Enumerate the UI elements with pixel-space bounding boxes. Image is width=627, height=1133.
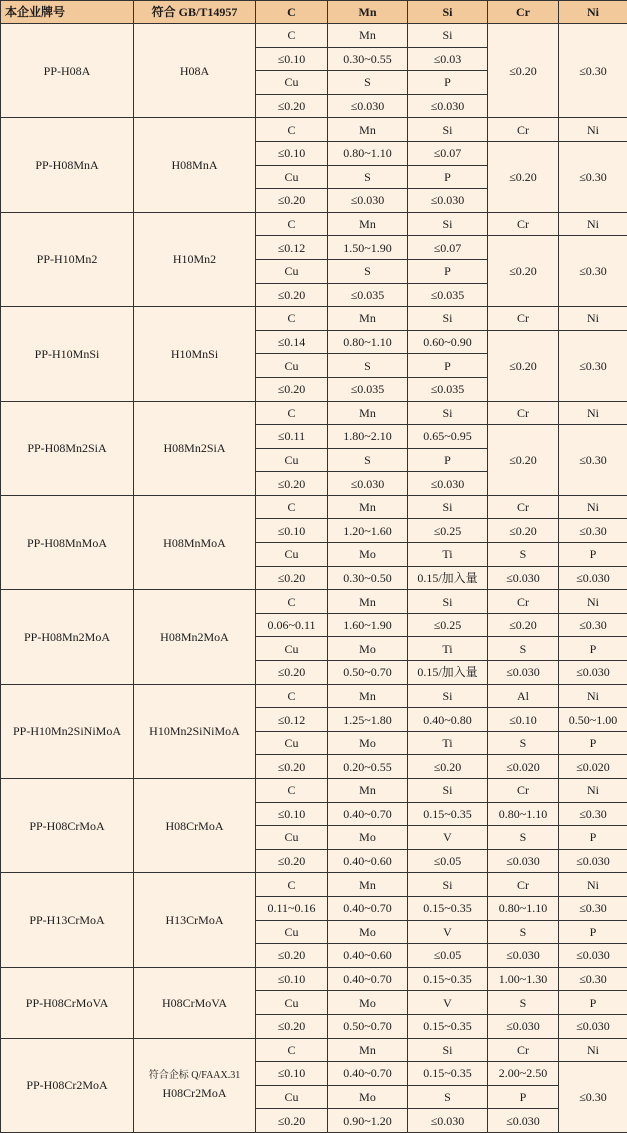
value-cell: ≤0.10 xyxy=(256,519,328,543)
value-cell: 0.40~0.70 xyxy=(328,1062,408,1086)
value-cell: 0.15~0.35 xyxy=(408,802,488,826)
element-label: Si xyxy=(408,307,488,331)
value-cell: 0.50~0.70 xyxy=(328,661,408,685)
value-cell: ≤0.20 xyxy=(256,94,328,118)
value-cell: ≤0.20 xyxy=(488,141,559,212)
element-label: C xyxy=(256,401,328,425)
value-cell: ≤0.10 xyxy=(256,967,328,991)
grade-cell: PP-H10Mn2SiNiMoA xyxy=(1,684,134,778)
value-cell: ≤0.30 xyxy=(559,613,627,637)
value-cell: ≤0.020 xyxy=(559,755,627,779)
element-label: Ti xyxy=(408,637,488,661)
element-label: Ti xyxy=(408,543,488,567)
value-cell: ≤0.030 xyxy=(559,1014,627,1038)
element-label: V xyxy=(408,920,488,944)
element-label: Mo xyxy=(328,1085,408,1109)
element-label: Mn xyxy=(328,590,408,614)
value-cell: 0.40~0.60 xyxy=(328,849,408,873)
element-label: C xyxy=(256,590,328,614)
value-cell: ≤0.30 xyxy=(559,24,627,118)
element-label: P xyxy=(408,448,488,472)
element-label: Al xyxy=(488,684,559,708)
table-row xyxy=(1,779,627,803)
value-cell: ≤0.035 xyxy=(408,283,488,307)
standard-cell: H10Mn2SiNiMoA xyxy=(134,684,256,778)
value-cell: ≤0.030 xyxy=(408,472,488,496)
element-label: Ni xyxy=(559,873,627,897)
table-row xyxy=(1,684,627,708)
value-cell: ≤0.11 xyxy=(256,425,328,449)
element-label: Mn xyxy=(328,118,408,142)
standard-cell: H08Mn2MoA xyxy=(134,590,256,684)
value-cell: ≤0.30 xyxy=(559,330,627,401)
element-label: P xyxy=(559,637,627,661)
table-row xyxy=(1,24,627,48)
grade-cell: PP-H10Mn2 xyxy=(1,212,134,306)
value-cell: ≤0.20 xyxy=(488,519,559,543)
element-label: Mn xyxy=(328,1038,408,1062)
value-cell: ≤0.20 xyxy=(488,24,559,118)
value-cell: 0.11~0.16 xyxy=(256,896,328,920)
element-label: C xyxy=(256,873,328,897)
grade-cell: PP-H08MnA xyxy=(1,118,134,212)
element-label: S xyxy=(328,71,408,95)
table-row xyxy=(1,495,627,519)
element-label: Cu xyxy=(256,991,328,1015)
element-label: Cr xyxy=(488,1038,559,1062)
value-cell: 0.15/加入量 xyxy=(408,661,488,685)
element-label: Ni xyxy=(559,495,627,519)
value-cell: 0.65~0.95 xyxy=(408,425,488,449)
value-cell: ≤0.030 xyxy=(488,1014,559,1038)
value-cell: ≤0.20 xyxy=(256,849,328,873)
value-cell: ≤0.10 xyxy=(256,802,328,826)
element-label: Mo xyxy=(328,637,408,661)
grade-cell: PP-H08CrMoVA xyxy=(1,967,134,1038)
standard-cell: H08A xyxy=(134,24,256,118)
element-label: P xyxy=(408,259,488,283)
element-label: Mn xyxy=(328,779,408,803)
element-label: S xyxy=(408,1085,488,1109)
value-cell: ≤0.10 xyxy=(256,141,328,165)
element-label: P xyxy=(408,71,488,95)
value-cell: ≤0.030 xyxy=(488,566,559,590)
table-row xyxy=(1,307,627,331)
element-label: Cr xyxy=(488,873,559,897)
element-label: Ni xyxy=(559,779,627,803)
header-standard: 符合 GB/T14957 xyxy=(134,1,256,24)
value-cell: ≤0.035 xyxy=(328,283,408,307)
value-cell: 0.90~1.20 xyxy=(328,1109,408,1133)
element-label: P xyxy=(559,920,627,944)
element-label: C xyxy=(256,307,328,331)
element-label: Ni xyxy=(559,1038,627,1062)
element-label: Ti xyxy=(408,731,488,755)
value-cell: ≤0.030 xyxy=(408,189,488,213)
value-cell: ≤0.030 xyxy=(328,189,408,213)
value-cell: 0.80~1.10 xyxy=(328,330,408,354)
element-label: Cu xyxy=(256,1085,328,1109)
grade-cell: PP-H08MnMoA xyxy=(1,495,134,589)
value-cell: ≤0.20 xyxy=(256,1014,328,1038)
value-cell: ≤0.030 xyxy=(408,94,488,118)
element-label: S xyxy=(328,354,408,378)
value-cell: ≤0.30 xyxy=(559,1062,627,1133)
element-label: Mo xyxy=(328,543,408,567)
value-cell: 0.15~0.35 xyxy=(408,896,488,920)
value-cell: ≤0.05 xyxy=(408,944,488,968)
header-si: Si xyxy=(408,1,488,24)
grade-cell: PP-H08A xyxy=(1,24,134,118)
element-label: C xyxy=(256,684,328,708)
value-cell: ≤0.30 xyxy=(559,519,627,543)
element-label: Mn xyxy=(328,401,408,425)
grade-cell: PP-H13CrMoA xyxy=(1,873,134,967)
table-row xyxy=(1,1038,627,1062)
element-label: Si xyxy=(408,684,488,708)
element-label: P xyxy=(488,1085,559,1109)
element-label: Cr xyxy=(488,212,559,236)
element-label: Si xyxy=(408,212,488,236)
standard-cell: H10Mn2 xyxy=(134,212,256,306)
value-cell: ≤0.14 xyxy=(256,330,328,354)
value-cell: ≤0.030 xyxy=(488,1109,559,1133)
element-label: Si xyxy=(408,495,488,519)
element-label: Cu xyxy=(256,354,328,378)
element-label: Cu xyxy=(256,71,328,95)
element-label: Cu xyxy=(256,637,328,661)
value-cell: 0.30~0.55 xyxy=(328,47,408,71)
element-label: Si xyxy=(408,24,488,48)
value-cell: 0.15~0.35 xyxy=(408,967,488,991)
value-cell: ≤0.030 xyxy=(328,472,408,496)
header-ni: Ni xyxy=(559,1,627,24)
element-label: Mn xyxy=(328,684,408,708)
value-cell: 2.00~2.50 xyxy=(488,1062,559,1086)
element-label: S xyxy=(488,920,559,944)
value-cell: ≤0.10 xyxy=(256,47,328,71)
value-cell: ≤0.10 xyxy=(256,1062,328,1086)
element-label: Mo xyxy=(328,826,408,850)
value-cell: ≤0.07 xyxy=(408,141,488,165)
standard-cell: H13CrMoA xyxy=(134,873,256,967)
value-cell: ≤0.20 xyxy=(256,944,328,968)
value-cell: ≤0.030 xyxy=(559,566,627,590)
element-label: P xyxy=(408,165,488,189)
standard-note: 符合企标 Q/FAAX.31 xyxy=(134,1071,255,1081)
value-cell: ≤0.03 xyxy=(408,47,488,71)
value-cell: 0.40~0.70 xyxy=(328,967,408,991)
element-label: P xyxy=(559,731,627,755)
value-cell: ≤0.030 xyxy=(328,94,408,118)
grade-cell: PP-H08Cr2MoA xyxy=(1,1038,134,1132)
value-cell: ≤0.10 xyxy=(488,708,559,732)
element-label: Mn xyxy=(328,212,408,236)
value-cell: 0.15~0.35 xyxy=(408,1014,488,1038)
element-label: C xyxy=(256,779,328,803)
value-cell: 0.40~0.80 xyxy=(408,708,488,732)
element-label: S xyxy=(328,259,408,283)
value-cell: ≤0.020 xyxy=(488,755,559,779)
element-label: Si xyxy=(408,118,488,142)
value-cell: ≤0.05 xyxy=(408,849,488,873)
value-cell: ≤0.20 xyxy=(256,661,328,685)
element-label: P xyxy=(559,991,627,1015)
value-cell: ≤0.20 xyxy=(256,283,328,307)
value-cell: ≤0.20 xyxy=(488,613,559,637)
element-label: Mo xyxy=(328,920,408,944)
element-label: P xyxy=(559,826,627,850)
value-cell: ≤0.12 xyxy=(256,236,328,260)
grade-cell: PP-H10MnSi xyxy=(1,307,134,401)
value-cell: ≤0.20 xyxy=(256,755,328,779)
value-cell: 0.15~0.35 xyxy=(408,1062,488,1086)
element-label: C xyxy=(256,212,328,236)
value-cell: 1.00~1.30 xyxy=(488,967,559,991)
value-cell: ≤0.30 xyxy=(559,802,627,826)
element-label: Si xyxy=(408,873,488,897)
element-label: S xyxy=(488,991,559,1015)
value-cell: ≤0.030 xyxy=(488,944,559,968)
value-cell: ≤0.030 xyxy=(488,849,559,873)
standard-cell: H08Mn2SiA xyxy=(134,401,256,495)
value-cell: ≤0.07 xyxy=(408,236,488,260)
element-label: Cu xyxy=(256,448,328,472)
value-cell: 0.50~0.70 xyxy=(328,1014,408,1038)
standard-cell xyxy=(134,1038,256,1132)
element-label: Cr xyxy=(488,779,559,803)
value-cell: ≤0.20 xyxy=(256,1109,328,1133)
value-cell: 0.50~1.00 xyxy=(559,708,627,732)
element-label: Ni xyxy=(559,684,627,708)
value-cell: ≤0.25 xyxy=(408,519,488,543)
value-cell: 1.60~1.90 xyxy=(328,613,408,637)
value-cell: 0.60~0.90 xyxy=(408,330,488,354)
header-cr: Cr xyxy=(488,1,559,24)
table-row xyxy=(1,212,627,236)
grade-cell: PP-H08Mn2MoA xyxy=(1,590,134,684)
standard-name: H08Cr2MoA xyxy=(134,1087,255,1099)
value-cell: ≤0.30 xyxy=(559,236,627,307)
table-row xyxy=(1,873,627,897)
element-label: Mn xyxy=(328,873,408,897)
value-cell: 1.25~1.80 xyxy=(328,708,408,732)
value-cell: ≤0.12 xyxy=(256,708,328,732)
element-label: Cu xyxy=(256,731,328,755)
element-label: C xyxy=(256,118,328,142)
value-cell: 1.20~1.60 xyxy=(328,519,408,543)
element-label: C xyxy=(256,495,328,519)
element-label: Cr xyxy=(488,401,559,425)
header-row xyxy=(1,1,627,24)
element-label: Cu xyxy=(256,920,328,944)
element-label: Ni xyxy=(559,401,627,425)
element-label: P xyxy=(408,354,488,378)
element-label: Si xyxy=(408,590,488,614)
element-label: Mo xyxy=(328,731,408,755)
element-label: S xyxy=(328,448,408,472)
element-label: Mn xyxy=(328,307,408,331)
value-cell: 0.06~0.11 xyxy=(256,613,328,637)
grade-cell: PP-H08CrMoA xyxy=(1,779,134,873)
element-label: Cu xyxy=(256,259,328,283)
value-cell: ≤0.030 xyxy=(559,849,627,873)
table-row xyxy=(1,118,627,142)
element-label: Cu xyxy=(256,165,328,189)
value-cell: ≤0.30 xyxy=(559,967,627,991)
value-cell: ≤0.20 xyxy=(488,425,559,496)
element-label: Ni xyxy=(559,590,627,614)
value-cell: 0.40~0.70 xyxy=(328,896,408,920)
header-c: C xyxy=(256,1,328,24)
element-label: Mn xyxy=(328,495,408,519)
element-label: C xyxy=(256,24,328,48)
value-cell: ≤0.30 xyxy=(559,896,627,920)
value-cell: 0.80~1.10 xyxy=(488,802,559,826)
value-cell: 0.80~1.10 xyxy=(488,896,559,920)
value-cell: ≤0.030 xyxy=(408,1109,488,1133)
element-label: S xyxy=(488,637,559,661)
value-cell: ≤0.20 xyxy=(488,236,559,307)
value-cell: ≤0.20 xyxy=(256,566,328,590)
element-label: Cu xyxy=(256,826,328,850)
header-grade: 本企业牌号 xyxy=(1,1,134,24)
value-cell: 0.15/加入量 xyxy=(408,566,488,590)
value-cell: 0.40~0.60 xyxy=(328,944,408,968)
value-cell: ≤0.035 xyxy=(328,377,408,401)
value-cell: ≤0.030 xyxy=(559,661,627,685)
value-cell: ≤0.20 xyxy=(256,377,328,401)
element-label: C xyxy=(256,1038,328,1062)
standard-cell: H08MnMoA xyxy=(134,495,256,589)
standard-cell: H10MnSi xyxy=(134,307,256,401)
header-mn: Mn xyxy=(328,1,408,24)
value-cell: ≤0.20 xyxy=(256,189,328,213)
value-cell: ≤0.030 xyxy=(488,661,559,685)
element-label: V xyxy=(408,826,488,850)
element-label: Si xyxy=(408,401,488,425)
element-label: Ni xyxy=(559,118,627,142)
element-label: Cr xyxy=(488,590,559,614)
table-row xyxy=(1,590,627,614)
standard-cell: H08MnA xyxy=(134,118,256,212)
element-label: Cr xyxy=(488,307,559,331)
element-label: P xyxy=(559,543,627,567)
value-cell: 0.40~0.70 xyxy=(328,802,408,826)
value-cell: 1.80~2.10 xyxy=(328,425,408,449)
element-label: S xyxy=(488,826,559,850)
element-label: S xyxy=(488,543,559,567)
element-label: Cu xyxy=(256,543,328,567)
value-cell: 0.80~1.10 xyxy=(328,141,408,165)
value-cell: ≤0.20 xyxy=(256,472,328,496)
element-label: Ni xyxy=(559,307,627,331)
value-cell: 0.30~0.50 xyxy=(328,566,408,590)
element-label: Ni xyxy=(559,212,627,236)
element-label: S xyxy=(488,731,559,755)
value-cell: ≤0.30 xyxy=(559,425,627,496)
value-cell: ≤0.20 xyxy=(408,755,488,779)
value-cell: ≤0.035 xyxy=(408,377,488,401)
value-cell: ≤0.20 xyxy=(488,330,559,401)
standard-cell: H08CrMoVA xyxy=(134,967,256,1038)
value-cell: 1.50~1.90 xyxy=(328,236,408,260)
value-cell: ≤0.30 xyxy=(559,141,627,212)
value-cell: ≤0.25 xyxy=(408,613,488,637)
table-row xyxy=(1,967,627,991)
value-cell: 0.20~0.55 xyxy=(328,755,408,779)
element-label: Si xyxy=(408,779,488,803)
grade-cell: PP-H08Mn2SiA xyxy=(1,401,134,495)
standard-cell: H08CrMoA xyxy=(134,779,256,873)
element-label: Mn xyxy=(328,24,408,48)
element-label: Mo xyxy=(328,991,408,1015)
element-label: Cr xyxy=(488,118,559,142)
element-label: V xyxy=(408,991,488,1015)
element-label: Cr xyxy=(488,495,559,519)
value-cell: ≤0.030 xyxy=(559,944,627,968)
element-label: Si xyxy=(408,1038,488,1062)
element-label: S xyxy=(328,165,408,189)
table-row xyxy=(1,401,627,425)
